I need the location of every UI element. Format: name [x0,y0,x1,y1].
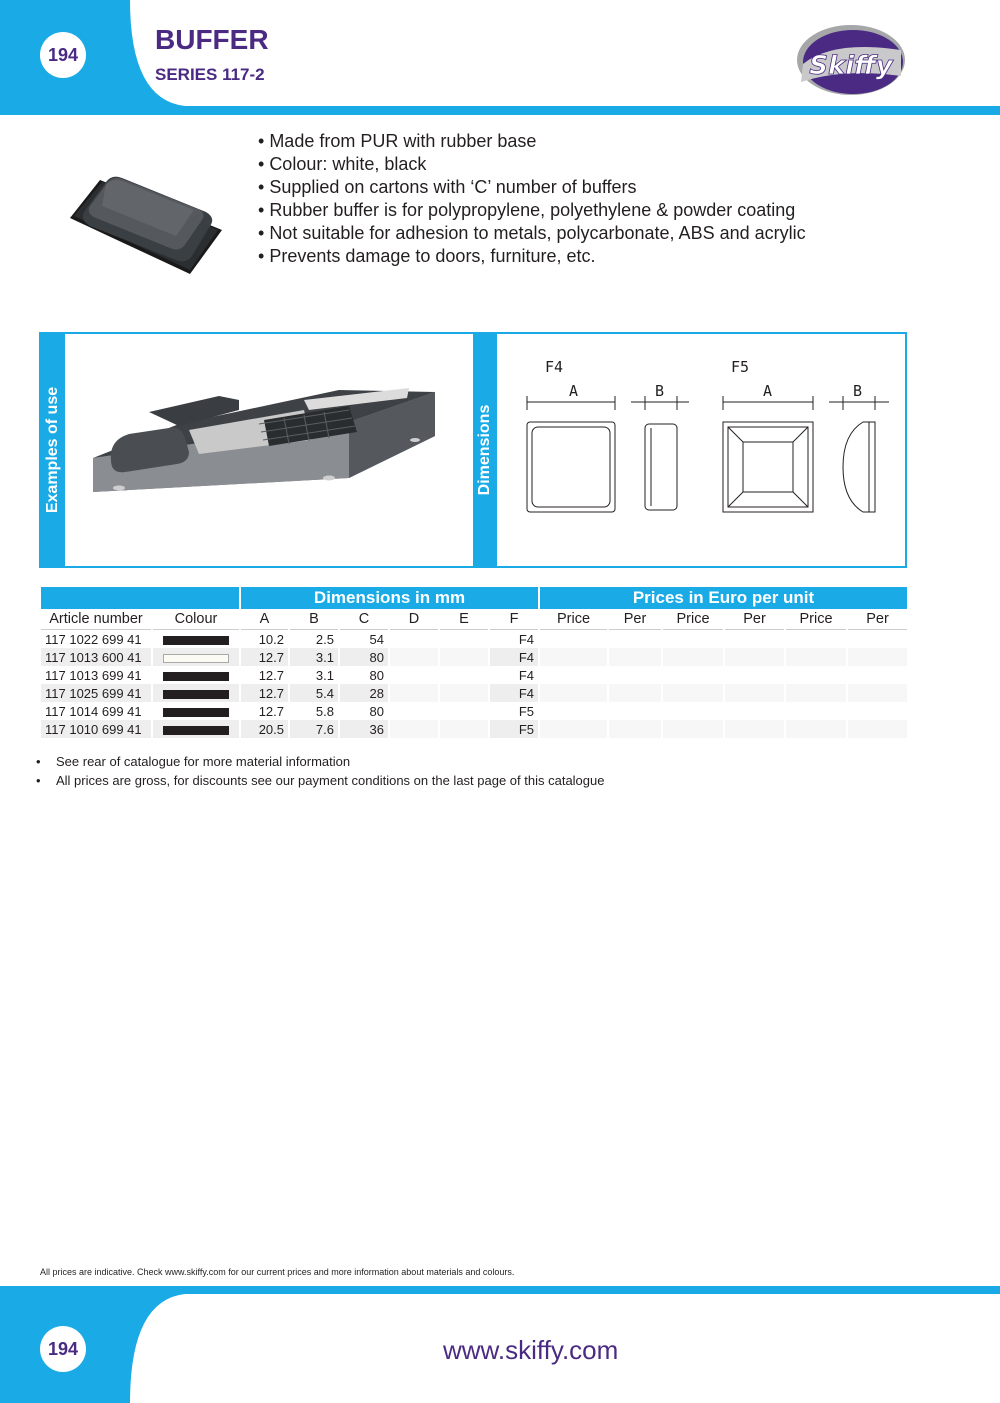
col-d: D [390,609,438,630]
footer-url-link[interactable]: www.skiffy.com [443,1335,619,1365]
skiffy-logo[interactable] [793,22,909,100]
dim-b: 2.5 [315,631,334,647]
product-table [39,587,909,738]
colour-swatch [153,720,239,738]
feature-item: • Prevents damage to doors, furniture, etc. [258,245,806,268]
footer-disclaimer: All prices are indicative. Check www.skiffy.com for our current prices and more information about materials and colours. [40,1267,515,1277]
colour-swatch [153,684,239,702]
page-subtitle: SERIES 117-2 [155,65,265,84]
feature-item: • Colour: white, black [258,153,806,176]
dim-c: 28 [340,684,388,702]
note-item: • All prices are gross, for discounts see our payment conditions on the last page of this catalogue [36,771,604,790]
dim-f: F5 [518,703,534,719]
dim-b: 5.8 [315,703,334,719]
colour-swatch [153,702,239,720]
svg-text:Skiffy: Skiffy [809,51,893,81]
feature-item: • Rubber buffer is for polypropylene, polyethylene & powder coating [258,199,806,222]
dim-a: 10.2 [258,631,284,647]
dim-a: 12.7 [258,703,284,719]
examples-strip [41,334,65,566]
examples-dimensions-panel [39,332,907,568]
group-prices: Prices in Euro per unit [540,587,907,609]
col-f: F [490,609,538,630]
note-item: • See rear of catalogue for more material information [36,752,604,771]
table-row [41,648,907,666]
colour-swatch [153,630,239,648]
feature-item: • Not suitable for adhesion to metals, polycarbonate, ABS and acrylic [258,222,806,245]
dim-b: 3.1 [315,667,334,683]
col-per-1: Per [609,609,661,630]
dim-a: 12.7 [241,648,288,666]
svg-text:B: B [655,382,665,400]
table-row [41,630,907,648]
dimension-drawings [513,350,903,536]
col-price-1: Price [540,609,607,630]
dim-c: 80 [340,648,388,666]
svg-text:F5: F5 [731,358,750,376]
col-article: Article number [41,609,151,630]
table-row [41,684,907,702]
dim-c: 80 [369,667,384,683]
dim-a: 20.5 [241,720,288,738]
dim-b: 7.6 [290,720,338,738]
col-per-3: Per [848,609,907,630]
group-blank [41,587,239,609]
colour-swatch [153,666,239,684]
col-c: C [340,609,388,630]
example-image-phone [89,382,449,502]
colour-swatch [153,648,239,666]
article-number: 117 1022 699 41 [45,631,142,647]
svg-text:A: A [569,382,579,400]
svg-text:A: A [763,382,773,400]
product-image [66,160,228,275]
col-price-2: Price [663,609,723,630]
col-price-3: Price [786,609,846,630]
svg-text:B: B [853,382,863,400]
article-number: 117 1013 600 41 [41,648,151,666]
group-dimensions: Dimensions in mm [241,587,538,609]
page-title: BUFFER [155,24,269,55]
article-number: 117 1013 699 41 [45,667,142,683]
dim-b: 5.4 [290,684,338,702]
col-e: E [440,609,488,630]
dimensions-strip [473,334,497,566]
dimensions-label: Dimensions [476,404,493,496]
notes-list [36,752,604,790]
col-per-2: Per [725,609,784,630]
table-row [41,720,907,738]
examples-label: Examples of use [44,386,61,514]
feature-item: • Supplied on cartons with ‘C’ number of buffers [258,176,806,199]
dim-f: F5 [490,720,538,738]
page-number-badge: 194 [40,32,86,78]
article-number: 117 1025 699 41 [41,684,151,702]
dim-f: F4 [518,667,534,683]
article-number: 117 1014 699 41 [45,703,142,719]
dim-b: 3.1 [290,648,338,666]
feature-item: • Made from PUR with rubber base [258,130,806,153]
col-colour: Colour [153,609,239,630]
article-number: 117 1010 699 41 [41,720,151,738]
feature-list [258,130,806,268]
dim-a: 12.7 [258,667,284,683]
table-row [41,666,907,684]
dim-c: 54 [369,631,384,647]
dim-f: F4 [490,684,538,702]
footer-page-number-badge: 194 [40,1326,86,1372]
table-row [41,702,907,720]
svg-text:F4: F4 [545,358,564,376]
col-b: B [290,609,338,630]
dim-f: F4 [518,631,534,647]
dim-c: 36 [340,720,388,738]
dim-c: 80 [369,703,384,719]
dim-a: 12.7 [241,684,288,702]
col-a: A [241,609,288,630]
dim-f: F4 [490,648,538,666]
